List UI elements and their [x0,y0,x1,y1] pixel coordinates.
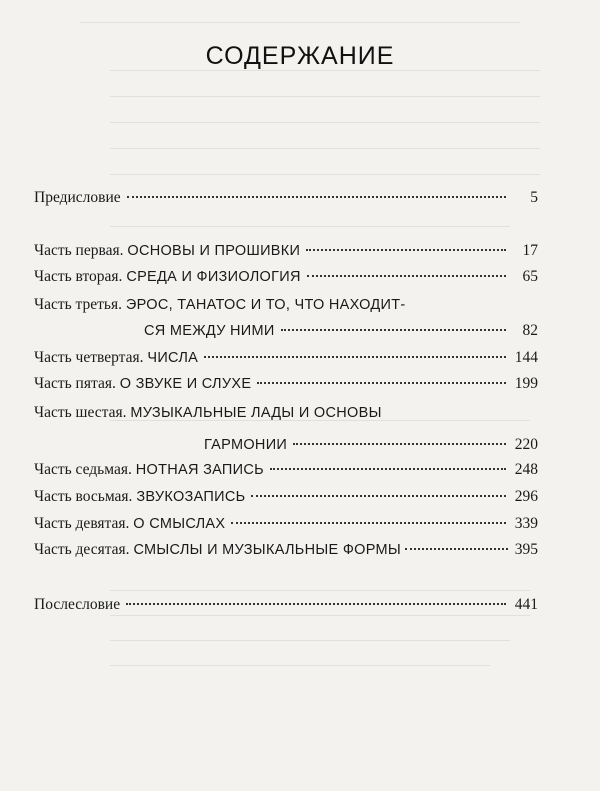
toc-page-number: 441 [514,596,538,613]
dot-leader [127,196,506,198]
toc-entry-afterword [34,594,538,616]
toc-part-label: Часть пятая. [34,375,116,392]
toc-part-label: Часть вторая. [34,268,123,285]
toc-entry-part-9 [34,513,538,535]
toc-page-number: 144 [514,349,538,366]
dot-leader [231,522,506,524]
toc-entry-part-5 [34,373,538,395]
dot-leader [306,249,506,251]
toc-part-title: СРЕДА И ФИЗИОЛОГИЯ [126,269,301,285]
dot-leader [307,275,506,277]
dot-leader [281,329,506,331]
toc-part-title: ЗВУКОЗАПИСЬ [136,489,246,505]
dot-leader [251,495,506,497]
toc-part-title: ЭРОС, ТАНАТОС И ТО, ЧТО НАХОДИТ- [125,297,406,313]
toc-part-label: Часть шестая. [34,404,127,421]
toc-entry-part-3 [34,294,538,342]
toc-part-label: Часть седьмая. [34,461,132,478]
dot-leader [405,548,508,550]
toc-part-label: Часть девятая. [34,515,130,532]
toc-part-title: ЧИСЛА [147,350,199,366]
toc-entry-part-1 [34,240,538,262]
toc-part-title-continued: СЯ МЕЖДУ НИМИ [144,323,275,339]
toc-part-label: Часть восьмая. [34,488,133,505]
toc-entry-part-8 [34,486,538,508]
toc-page-number: 248 [514,461,538,478]
dot-leader [293,443,506,445]
dot-leader [257,382,506,384]
toc-part-label: Часть четвертая. [34,349,144,366]
toc-part-title-continued: ГАРМОНИИ [204,437,288,453]
toc-page-number: 220 [514,436,538,453]
toc-page-number: 17 [522,242,538,259]
dot-leader [204,356,506,358]
toc-page-number: 339 [514,515,538,532]
toc-entry-part-6 [34,402,538,456]
toc-entry-part-10 [34,539,538,561]
toc-entry-part-2 [34,266,538,288]
toc-page-number: 65 [522,268,538,285]
toc-part-label: Часть десятая. [34,541,130,558]
toc-part-label: Часть первая. [34,242,124,259]
dot-leader [270,468,506,470]
dot-leader [126,603,506,605]
toc-entry-label: Послесловие [34,596,121,613]
toc-part-title: НОТНАЯ ЗАПИСЬ [135,462,264,478]
toc-page-number: 82 [522,322,538,339]
toc-part-title: О ЗВУКЕ И СЛУХЕ [119,376,252,392]
toc-part-title: ОСНОВЫ И ПРОШИВКИ [127,243,301,259]
toc-page-number: 395 [514,541,538,558]
toc-part-title: МУЗЫКАЛЬНЫЕ ЛАДЫ И ОСНОВЫ [130,405,382,421]
toc-entry-label: Предисловие [34,189,121,206]
toc-part-label: Часть третья. [34,296,122,313]
toc-part-title: О СМЫСЛАХ [133,516,226,532]
toc-entry-part-7 [34,459,538,481]
toc-entry-part-4 [34,347,538,369]
page-title: СОДЕРЖАНИЕ [205,42,395,70]
toc-page-number: 5 [530,189,538,206]
toc-entry-preface [34,187,538,209]
toc-page-number: 296 [514,488,538,505]
toc-page-number: 199 [514,375,538,392]
toc-part-title: СМЫСЛЫ И МУЗЫКАЛЬНЫЕ ФОРМЫ [133,542,402,558]
